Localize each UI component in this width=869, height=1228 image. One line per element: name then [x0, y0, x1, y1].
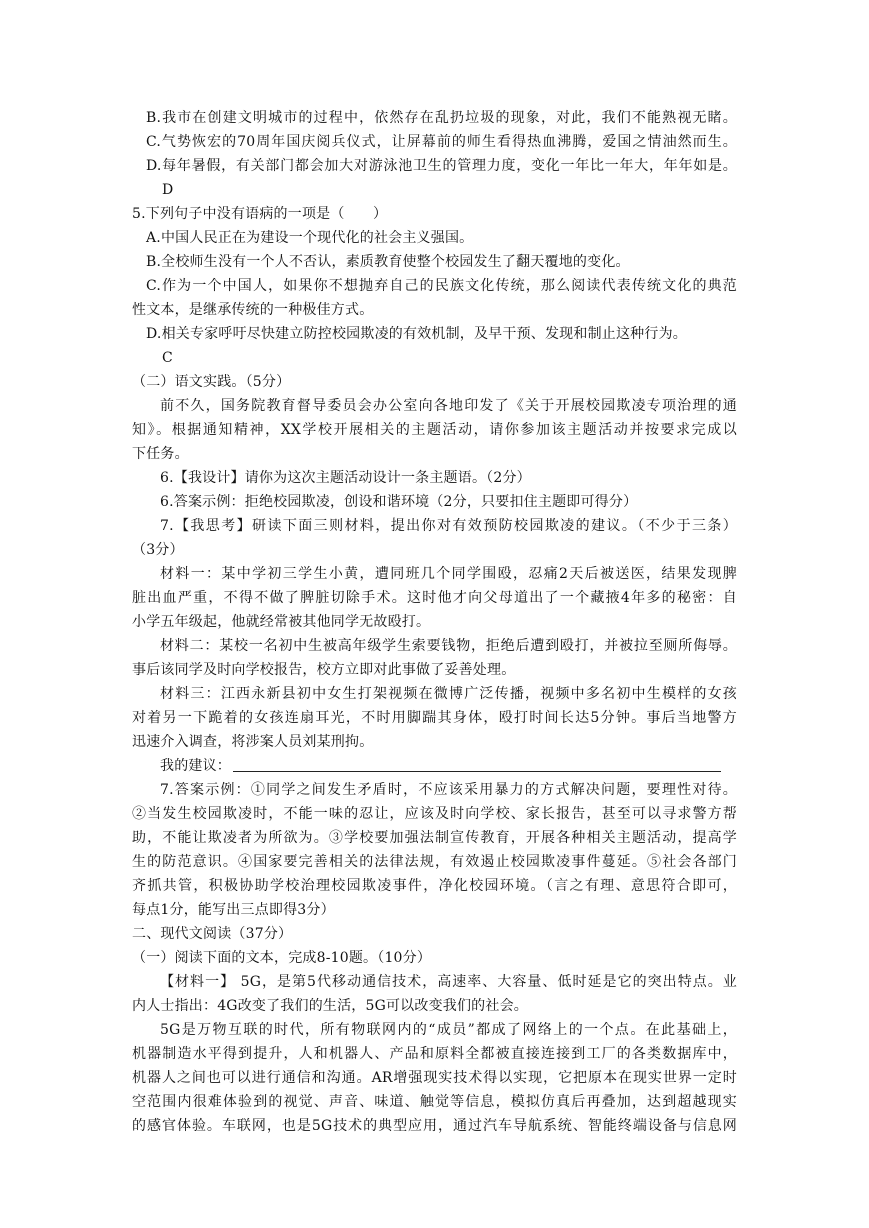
q7-answer-line5: 齐抓共管，积极协助学校治理校园欺凌事件，净化校园环境。（言之有理、意思符合即可， [132, 878, 737, 894]
q5-option-c-line1: C.作为一个中国人，如果你不想抛弃自己的民族文化传统，那么阅读代表传统文化的典范 [146, 278, 737, 294]
practice-intro-line2: 知》。根据通知精神，XX学校开展相关的主题活动，请你参加该主题活动并按要求完成以 [132, 422, 737, 438]
section2-subheading: （一）阅读下面的文本，完成8-10题。（10分） [132, 950, 432, 966]
my-suggestion-row [160, 756, 721, 776]
q4-option-c: C.气势恢宏的70周年国庆阅兵仪式，让屏幕前的师生看得热血沸腾，爱国之情油然而生。 [146, 134, 737, 150]
q4-option-d: D.每年暑假，有关部门都会加大对游泳池卫生的管理力度，变化一年比一年大，年年如是。 [146, 158, 737, 174]
material1-line3: 小学五年级起，他就经常被其他同学无故殴打。 [132, 614, 431, 630]
q6-answer: 6.答案示例：拒绝校园欺凌，创设和谐环境（2分，只要扣住主题即可得分） [160, 494, 638, 510]
suggestion-answer-line[interactable] [233, 757, 721, 772]
q5-option-b: B.全校师生没有一个人不否认，素质教育使整个校园发生了翻天覆地的变化。 [146, 254, 630, 270]
material1-line2: 脏出血严重，不得不做了脾脏切除手术。这时他才向父母道出了一个藏掖4年多的秘密：自 [132, 590, 737, 606]
material2-line2: 事后该同学及时向学校报告，校方立即对此事做了妥善处理。 [132, 662, 516, 678]
material3-line3: 迅速介入调查，将涉案人员刘某刑拘。 [132, 734, 374, 750]
q5-option-d: D.相关专家呼吁尽快建立防控校园欺凌的有效机制，及早干预、发现和制止这种行为。 [146, 326, 687, 342]
section2-heading: 二、现代文阅读（37分） [132, 926, 293, 942]
material3-line1: 材料三：江西永新县初中女生打架视频在微博广泛传播，视频中多名初中生模样的女孩 [160, 686, 737, 702]
q7-text-line2: （3分） [132, 542, 184, 558]
q5-option-c-line2: 性文本，是继承传统的一种极佳方式。 [132, 302, 374, 318]
q7-answer-line2: ②当发生校园欺凌时，不能一味的忍让，应该及时向学校、家长报告，甚至可以寻求警方帮 [132, 806, 737, 822]
q7-answer-line3: 助，不能让欺凌者为所欲为。③学校要加强法制宣传教育，开展各种相关主题活动，提高学 [132, 830, 737, 846]
q4-answer: D [162, 182, 174, 198]
q7-answer-line4: 生的防范意识。④国家要完善相关的法律法规，有效遏止校园欺凌事件蔓延。⑤社会各部门 [132, 854, 737, 870]
my-suggestion-label: 我的建议： [160, 758, 231, 774]
q5-answer: C [162, 350, 173, 366]
practice-intro-line1: 前不久，国务院教育督导委员会办公室向各地印发了《关于开展校园欺凌专项治理的通 [160, 398, 737, 414]
reading-para2-line1: 5G是万物互联的时代，所有物联网内的“成员”都成了网络上的一个点。在此基础上， [160, 1022, 737, 1038]
material3-line2: 对着另一下跪着的女孩连扇耳光，不时用脚踹其身体，殴打时间长达5分钟。事后当地警方 [132, 710, 737, 726]
material2-line1: 材料二：某校一名初中生被高年级学生索要钱物，拒绝后遭到殴打，并被拉至厕所侮辱。 [160, 638, 737, 654]
q7-answer-line1: 7.答案示例：①同学之间发生矛盾时，不应该采用暴力的方式解决问题，要理性对待。 [160, 782, 737, 798]
reading-material1-line1: 【材料一】 5G，是第5代移动通信技术，高速率、大容量、低时延是它的突出特点。业 [160, 974, 737, 990]
practice-intro-line3: 下任务。 [132, 446, 189, 462]
q7-text-line1: 7.【我思考】研读下面三则材料，提出你对有效预防校园欺凌的建议。（不少于三条） [160, 518, 737, 534]
material1-line1: 材料一：某中学初三学生小黄，遭同班几个同学围殴，忍痛2天后被送医，结果发现脾 [160, 566, 737, 582]
q7-answer-line6: 每点1分，能写出三点即得3分） [132, 902, 335, 918]
q6-text: 6.【我设计】请你为这次主题活动设计一条主题语。（2分） [160, 470, 531, 486]
q5-option-a: A.中国人民正在为建设一个现代化的社会主义强国。 [146, 230, 474, 246]
reading-para2-line2: 机器制造水平得到提升，人和机器人、产品和原料全都被直接连接到工厂的各类数据库中， [132, 1046, 737, 1062]
reading-para2-line3: 机器人之间也可以进行通信和沟通。AR增强现实技术得以实现，它把原本在现实世界一定时 [132, 1070, 737, 1086]
q4-option-b: B.我市在创建文明城市的过程中，依然存在乱扔垃圾的现象，对此，我们不能熟视无睹。 [146, 110, 737, 126]
reading-material1-line2: 内人士指出：4G改变了我们的生活，5G可以改变我们的社会。 [132, 998, 528, 1014]
q5-stem: 5.下列句子中没有语病的一项是（ ） [132, 206, 388, 222]
practice-heading: （二）语文实践。（5分） [132, 374, 291, 390]
reading-para2-line4: 空范围内很难体验到的视觉、声音、味道、触觉等信息，模拟仿真后再叠加，达到超越现实 [132, 1094, 737, 1110]
reading-para2-line5: 的感官体验。车联网，也是5G技术的典型应用，通过汽车导航系统、智能终端设备与信息网 [132, 1118, 737, 1134]
